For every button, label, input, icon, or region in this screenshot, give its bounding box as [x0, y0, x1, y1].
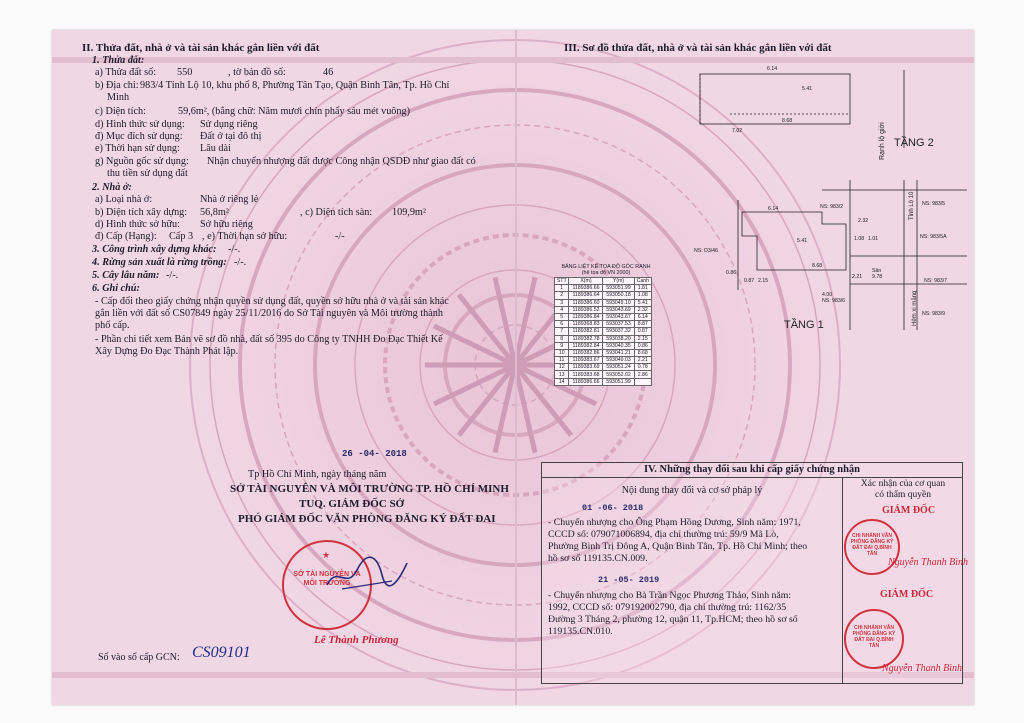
area-value: 59,6m², (bằng chữ: Năm mươi chín phẩy sáu mét vuông): [178, 106, 410, 117]
center-fold: [515, 30, 517, 705]
table-row: [555, 299, 652, 306]
coord-cell: 1189386.60: [569, 299, 603, 306]
coord-cell: 13: [555, 371, 569, 378]
diagram-ns9835: NS: 983/5: [922, 201, 946, 207]
item-5-heading: 5. Cây lâu năm:: [92, 270, 160, 281]
entry-1-date-stamp: 01 -06- 2018: [582, 503, 644, 513]
land-heading: 1. Thửa đất:: [92, 55, 145, 66]
coord-cell: 593040.35: [603, 342, 634, 349]
diagram-d868-f1: 8.68: [812, 263, 823, 269]
table-row: [555, 349, 652, 356]
certificate-paper: [52, 30, 974, 705]
coord-cell: 6: [555, 321, 569, 328]
coord-cell: 2.21: [634, 357, 651, 364]
table-row: [555, 335, 652, 342]
origin-label: g) Nguồn gốc sử dụng:: [95, 156, 189, 167]
issue-date-stamp: 26 -04- 2018: [342, 449, 407, 459]
right-red-seal-2-icon: [844, 609, 904, 669]
coord-cell: 593049.10: [603, 299, 634, 306]
coord-table-caption: [554, 264, 658, 276]
diagram-d541-f2: 5.41: [802, 86, 813, 92]
coord-cell: 0.86: [634, 342, 651, 349]
origin-line-2: thu tiền sử dụng đất: [107, 168, 188, 179]
coord-cell: 1189386.84: [569, 313, 603, 320]
floor-area-label: , c) Diện tích sàn:: [300, 207, 373, 218]
ownership-value: Sở hữu riêng: [200, 219, 253, 230]
diagram-ns3046: NS: D3/46: [694, 248, 718, 254]
place-date: Tp Hồ Chí Minh, ngày tháng năm: [248, 469, 387, 480]
parcel-label: a) Thửa đất số:: [95, 67, 157, 78]
item-3-value: -/-.: [228, 244, 241, 255]
coord-cell: 2: [555, 292, 569, 299]
coord-header-cell: Cạnh: [634, 278, 651, 285]
coord-cell: 593043.67: [603, 313, 634, 320]
coord-cell: 593041.21: [603, 349, 634, 356]
note-2-line-1: - Phần chi tiết xem Bản vẽ sơ đồ nhà, đất số 395 do Công ty TNHH Đo Đạc Thiết Kế: [95, 334, 443, 345]
entry-1-line-2: CCCD số: 079071006894, địa chỉ thường trú: 59/9 Mã Lò,: [548, 529, 779, 540]
floor2-label: TẦNG 2: [894, 137, 934, 149]
diagram-d086: 0.86: [726, 270, 737, 276]
table-row: [555, 371, 652, 378]
issuer-org-1: SỞ TÀI NGUYÊN VÀ MÔI TRƯỜNG TP. HỒ CHÍ MINH: [230, 483, 509, 495]
coord-cell: 1189386.64: [569, 292, 603, 299]
ownership-label: d) Hình thức sở hữu:: [95, 219, 180, 230]
coord-cell: 3: [555, 299, 569, 306]
parcel-number: 550: [177, 67, 193, 78]
entry-2-line-2: 1992, CCCD số: 079192002790, địa chỉ thường trú: 1162/35: [548, 602, 787, 613]
table-row: [555, 328, 652, 335]
coord-cell: 1189368.83: [569, 321, 603, 328]
coord-cell: 7: [555, 328, 569, 335]
address-label: b) Địa chỉ:: [95, 80, 139, 91]
item-6-heading: 6. Ghi chú:: [92, 283, 140, 294]
diagram-ns9835a: NS: 983/5A: [920, 234, 947, 240]
note-1-line-2: gắn liền với đất số CS07849 ngày 25/11/2016 do Sở Tài nguyên và Môi trường thành: [95, 308, 443, 319]
left-seal-text: SỞ TÀI NGUYÊN VÀ MÔI TRƯỜNG: [293, 571, 361, 587]
grade-label: đ) Cấp (Hạng):: [95, 231, 157, 242]
table-row: [555, 378, 652, 385]
issuer-org-2: TUQ. GIÁM ĐỐC SỞ: [299, 498, 405, 510]
origin-line-1: Nhận chuyển nhượng đất được Công nhận QSDĐ như giao đất có: [207, 156, 476, 167]
note-1-line-1: - Cấp đổi theo giấy chứng nhận quyền sử dụng đất, quyền sở hữu nhà ở và tài sản khác: [95, 296, 449, 307]
coord-cell: 5.41: [634, 299, 651, 306]
diagram-d232: 2.32: [858, 218, 869, 224]
area-label: c) Diện tích:: [95, 106, 146, 117]
changes-col-2-header: [844, 479, 962, 501]
coord-cell: 1189383.68: [569, 371, 603, 378]
diagram-d400: 4.00: [822, 292, 833, 298]
table-row: [555, 306, 652, 313]
diagram-d978: 9.78: [872, 274, 883, 280]
grade-value: Cấp 3: [169, 231, 194, 242]
diagram-d702: 7.02: [732, 128, 743, 134]
coord-cell: 5: [555, 313, 569, 320]
changes-col-1-header: Nội dung thay đổi và cơ sở pháp lý: [621, 485, 763, 496]
house-type-label: a) Loại nhà ở:: [95, 194, 153, 205]
floor1-label: TẦNG 1: [784, 319, 824, 331]
coord-cell: 2.86: [634, 371, 651, 378]
item-5-value: -/-.: [166, 270, 179, 281]
coord-table-title: BẢNG LIỆT KÊ TỌA ĐỘ GÓC RANH: [561, 264, 651, 270]
table-row: [555, 285, 652, 292]
site-plan-diagram: [672, 60, 967, 331]
coord-cell: 10: [555, 349, 569, 356]
note-2-line-2: Xây Dựng Đo Đạc Thành Phát lập.: [95, 346, 239, 357]
diagram-road-name: Tỉnh Lộ 10: [909, 191, 915, 220]
left-signer-name: Lê Thành Phương: [314, 634, 399, 646]
coord-cell: 593043.69: [603, 306, 634, 313]
coord-cell: 1189383.67: [569, 357, 603, 364]
coord-cell: 593038.20: [603, 335, 634, 342]
diagram-top-dim-f1: 6.14: [768, 206, 779, 212]
changes-box: [541, 462, 968, 684]
diagram-ns9832: NS: 983/2: [820, 204, 844, 210]
purpose-value: Đất ở tại đô thị: [200, 131, 262, 142]
diagram-d215: 2.15: [758, 278, 769, 284]
coord-cell: 1.08: [634, 292, 651, 299]
address-line-1: 983/4 Tỉnh Lộ 10, khu phố 8, Phường Tân Tạo, Quận Bình Tân, Tp. Hồ Chí: [140, 80, 450, 91]
item-4-heading: 4. Rừng sản xuất là rừng trồng:: [92, 257, 227, 268]
term-label: e) Thời hạn sử dụng:: [95, 143, 180, 154]
register-label: Số vào sổ cấp GCN:: [98, 652, 180, 663]
coord-cell: 593051.99: [603, 285, 634, 292]
diagram-d087: 0.87: [744, 278, 755, 284]
changes-divider: [842, 478, 843, 683]
section-3-title: III. Sơ đồ thửa đất, nhà ở và tài sản khác gắn liền với đất: [564, 42, 832, 54]
coord-cell: 593052.02: [603, 371, 634, 378]
diagram-d221: 2.21: [852, 274, 863, 280]
coord-cell: 593049.03: [603, 357, 634, 364]
coordinate-table: [554, 277, 652, 386]
entry-1-line-1: - Chuyển nhượng cho Ông Phạm Hồng Dương, Sinh năm: 1971,: [548, 517, 801, 528]
own-term-label: , e) Thời hạn sở hữu:: [202, 231, 288, 242]
map-label: , tờ bản đồ số:: [228, 67, 286, 78]
address-line-2: Minh: [107, 92, 130, 103]
coord-cell: 593051.24: [603, 364, 634, 371]
coord-header-cell: STT: [555, 278, 569, 285]
coord-cell: 1189386.66: [569, 285, 603, 292]
table-row: [555, 292, 652, 299]
diagram-ns9836: NS: 983/6: [822, 298, 846, 304]
table-row: [555, 357, 652, 364]
changes-col-2-line-2: có thẩm quyền: [875, 490, 931, 500]
diagram-d108: 1.08: [854, 236, 865, 242]
diagram-ns9839: NS: 983/9: [922, 311, 946, 317]
entry-1-line-3: Phường Bình Trị Đông A, Quận Bình Tân, Tp. Hồ Chí Minh; theo: [548, 541, 808, 552]
coord-cell: 1189383.69: [569, 364, 603, 371]
changes-col-2-line-1: Xác nhận của cơ quan: [860, 479, 946, 489]
house-type-value: Nhà ở riêng lẻ: [200, 194, 259, 205]
stamp-1-name: Nguyễn Thanh Bình: [888, 557, 968, 568]
coord-cell: 1189382.81: [569, 328, 603, 335]
diagram-d868-f2: 8.68: [782, 118, 793, 124]
stamp-2-title: GIÁM ĐỐC: [880, 589, 934, 600]
coord-cell: 593051.99: [603, 378, 634, 385]
section-2-title: II. Thửa đất, nhà ở và tài sản khác gắn liền với đất: [82, 42, 320, 54]
diagram-d101: 1.01: [868, 236, 879, 242]
built-area-value: 56,8m²: [200, 207, 229, 218]
issuer-org-3: PHÓ GIÁM ĐỐC VĂN PHÒNG ĐĂNG KÝ ĐẤT ĐAI: [238, 513, 496, 525]
diagram-san: Sân: [872, 268, 882, 274]
item-3-heading: 3. Công trình xây dựng khác:: [92, 244, 217, 255]
coord-cell: 1189382.86: [569, 349, 603, 356]
coord-header-cell: X(m): [569, 278, 603, 285]
coord-cell: 12: [555, 364, 569, 371]
entry-1-line-4: hồ sơ số 119135.CN.009.: [548, 553, 648, 564]
coord-cell: 1189386.52: [569, 306, 603, 313]
coord-table-subtitle: (hệ tọa độ VN 2000): [581, 270, 631, 276]
entry-2-date-stamp: 21 -05- 2019: [598, 575, 660, 585]
diagram-ns9837: NS: 983/7: [924, 278, 948, 284]
left-seal-star-icon: ★: [322, 550, 331, 560]
entry-2-line-1: - Chuyển nhượng cho Bà Trần Ngọc Phương Thảo, Sinh năm:: [548, 590, 792, 601]
coord-cell: 6.14: [634, 313, 651, 320]
coord-cell: 2.32: [634, 306, 651, 313]
own-term-value: -/-: [335, 231, 345, 242]
right-seal-1-text: CHI NHÁNH VĂN PHÒNG ĐĂNG KÝ ĐẤT ĐAI Q.BÌNH TÂN: [850, 533, 894, 557]
diagram-road-edge: Rạnh lộ giới: [879, 122, 886, 160]
term-value: Lâu dài: [200, 143, 231, 154]
left-signature-icon: [322, 545, 412, 595]
floor2-outline: [700, 74, 850, 124]
coord-cell: 14: [555, 378, 569, 385]
coord-cell: 0.87: [634, 328, 651, 335]
coord-cell: 9: [555, 342, 569, 349]
coord-cell: 11: [555, 357, 569, 364]
coord-cell: 593037.53: [603, 321, 634, 328]
note-1-line-3: phố cấp.: [95, 320, 130, 331]
floor1-outline: [742, 212, 846, 270]
coord-cell: 1189382.84: [569, 342, 603, 349]
use-form-label: d) Hình thức sử dụng:: [95, 119, 185, 130]
coord-cell: 4: [555, 306, 569, 313]
coord-cell: 0.78: [634, 364, 651, 371]
purpose-label: đ) Mục đích sử dụng:: [95, 131, 183, 142]
coord-cell: [634, 378, 651, 385]
coord-cell: 593037.32: [603, 328, 634, 335]
coord-cell: 8: [555, 335, 569, 342]
entry-2-line-4: 119135.CN.010.: [548, 626, 613, 637]
map-number: 46: [323, 67, 334, 78]
coord-cell: 2.15: [634, 335, 651, 342]
item-4-value: -/-.: [234, 257, 247, 268]
right-seal-2-text: CHI NHÁNH VĂN PHÒNG ĐĂNG KÝ ĐẤT ĐAI Q.BÌNH TÂN: [852, 625, 896, 649]
stamp-2-name: Nguyễn Thanh Bình: [882, 663, 962, 674]
coord-cell: 1189382.78: [569, 335, 603, 342]
coord-cell: 8.68: [634, 349, 651, 356]
table-row: [555, 342, 652, 349]
diagram-top-dim: 6.14: [767, 66, 778, 72]
stamp-1-title: GIÁM ĐỐC: [882, 505, 936, 516]
built-area-label: b) Diện tích xây dựng:: [95, 207, 188, 218]
table-row: [555, 313, 652, 320]
coord-cell: 593050.18: [603, 292, 634, 299]
house-heading: 2. Nhà ở:: [92, 182, 132, 193]
coord-cell: 1: [555, 285, 569, 292]
coord-cell: 1189386.66: [569, 378, 603, 385]
table-row: [555, 321, 652, 328]
register-number: CS09101: [192, 644, 251, 661]
coord-cell: 8.87: [634, 321, 651, 328]
entry-2-line-3: Đường 3 Tháng 2, phường 12, quận 11, Tp.HCM; theo hồ sơ số: [548, 614, 798, 625]
coord-cell: 1.81: [634, 285, 651, 292]
floor-area-value: 109,9m²: [392, 207, 426, 218]
use-form-value: Sử dụng riêng: [200, 119, 258, 130]
diagram-d541-f1: 5.41: [797, 238, 808, 244]
coord-header-cell: Y(m): [603, 278, 634, 285]
changes-title: IV. Những thay đổi sau khi cấp giấy chứng nhận: [542, 463, 962, 478]
diagram-alley: Hẻm xi măng: [912, 290, 918, 326]
table-row: [555, 364, 652, 371]
